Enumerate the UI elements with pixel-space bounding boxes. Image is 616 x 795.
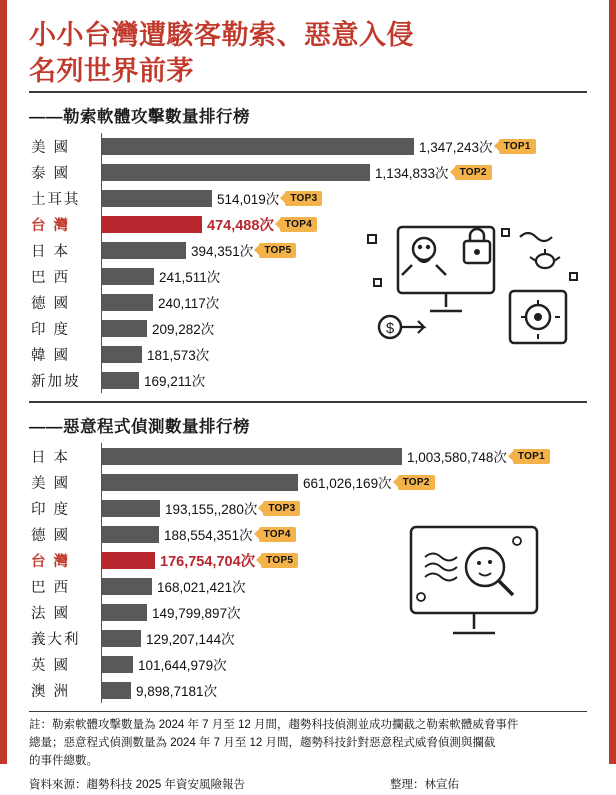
chart-row [29,263,587,289]
bar [102,216,202,233]
value-label: 129,207,144次 [146,632,235,648]
chart-row [29,237,587,263]
title-line-1: 小小台灣遭駭客勒索、惡意入侵 [29,20,414,50]
category-label: 巴 西 [31,269,71,286]
bar [102,474,298,491]
bar-track [101,625,587,651]
bar [102,138,414,155]
bar [102,578,152,595]
rank-badge: TOP2 [398,475,435,490]
note-line-1: 註：勒索軟體攻擊數量為 2024 年 7 月至 12 月間，趨勢科技偵測並成功攔截之勒索軟體威脅事件 [29,719,519,732]
value-label: 176,754,704次 [160,553,256,570]
category-label: 印 度 [31,501,71,518]
note-line-2: 總量；惡意程式偵測數量為 2024 年 7 月至 12 月間，趨勢科技針對惡意程式威脅偵測與攔截 [29,737,496,750]
category-label: 土耳其 [31,191,81,208]
bar [102,630,141,647]
rank-badge: TOP1 [513,449,550,464]
value-label: 149,799,897次 [152,606,241,622]
rank-badge: TOP4 [259,527,296,542]
content-wrapper [7,0,609,795]
bar [102,268,154,285]
bar-track [101,159,587,185]
value-label: 209,282次 [152,322,215,338]
page-title [29,18,587,89]
title-line-2: 名列世界前茅 [29,55,194,86]
category-label: 德 國 [31,295,71,312]
chart-row [29,133,587,159]
bar-track [101,443,587,469]
value-label: 241,511次 [159,270,221,286]
footnote [29,711,587,794]
chart-row [29,677,587,703]
chart-row [29,341,587,367]
bar [102,448,402,465]
category-label: 德 國 [31,527,71,544]
category-label: 義大利 [31,631,81,648]
bar-track [101,677,587,703]
value-label: 514,019次 [217,192,280,208]
bar [102,604,147,621]
title-divider [29,91,587,93]
value-label: 1,347,243次 [419,140,493,156]
chart-row [29,315,587,341]
value-label: 169,211次 [144,374,206,390]
bar [102,346,142,363]
source-row [29,777,459,795]
chart-row [29,521,587,547]
bar-track [101,495,587,521]
bar-track [101,133,587,159]
chart-row [29,443,587,469]
chart-row [29,159,587,185]
rank-badge: TOP1 [499,139,536,154]
chart-row [29,599,587,625]
chart-row [29,495,587,521]
note-line-3: 的事件總數。 [29,754,98,767]
category-label: 法 國 [31,605,71,622]
chart-row [29,367,587,393]
chart-row [29,469,587,495]
bar-track [101,521,587,547]
value-label: 181,573次 [147,348,210,364]
section-malware [29,401,587,703]
category-label: 日 本 [31,449,71,466]
value-label: 394,351次 [191,244,254,260]
value-label: 168,021,421次 [157,580,246,596]
bar-track [101,341,587,367]
chart-row [29,651,587,677]
category-label: 澳 洲 [31,683,71,700]
value-label: 474,488次 [207,217,274,234]
category-label: 日 本 [31,243,71,260]
chart-row [29,547,587,573]
category-label: 印 度 [31,321,71,338]
rank-badge: TOP2 [455,165,492,180]
rank-badge: TOP3 [285,191,322,206]
chart-row [29,625,587,651]
bar-track [101,469,587,495]
rank-badge: TOP5 [259,243,296,258]
rank-badge: TOP4 [280,217,317,232]
bar-track [101,237,587,263]
category-label: 台 灣 [31,553,71,570]
bar [102,552,155,569]
value-label: 9,898,7181次 [136,684,218,700]
value-label: 240,117次 [158,296,220,312]
value-label: 101,644,979次 [138,658,227,674]
rank-badge: TOP3 [263,501,300,516]
chart-malware [29,443,587,703]
rank-badge: TOP5 [261,553,298,568]
bar [102,500,160,517]
section-heading-ransomware: ——勒索軟體攻擊數量排行榜 [29,108,250,127]
chart-ransomware [29,133,587,393]
value-label: 661,026,169次 [303,476,392,492]
bar [102,320,147,337]
value-label: 1,003,580,748次 [407,450,507,466]
bar-track [101,599,587,625]
category-label: 泰 國 [31,165,71,182]
bar [102,294,153,311]
chart-row [29,573,587,599]
section-divider [29,401,587,403]
bar-track [101,315,587,341]
category-label: 韓 國 [31,347,71,364]
category-label: 巴 西 [31,579,71,596]
editor-text: 整理：林宣佑 [390,778,459,791]
source-text: 資料來源：趨勢科技 2025 年資安風險報告 [29,778,245,791]
chart-row [29,289,587,315]
bar-track [101,185,587,211]
chart-row [29,211,587,237]
bar-track [101,573,587,599]
value-label: 188,554,351次 [164,528,253,544]
category-label: 台 灣 [31,217,71,234]
bar [102,682,131,699]
value-label: 1,134,833次 [375,166,449,182]
category-label: 美 國 [31,139,71,156]
bar-track [101,211,587,237]
chart-row [29,185,587,211]
category-label: 新加坡 [31,373,81,390]
value-label: 193,155,,280次 [165,502,258,518]
bar-track [101,289,587,315]
bar [102,190,212,207]
category-label: 美 國 [31,475,71,492]
bar [102,242,186,259]
bar [102,656,133,673]
svg-text:$: $ [385,320,395,338]
bar [102,164,370,181]
bar-track [101,367,587,393]
bar-track [101,651,587,677]
bar [102,526,159,543]
bar-track [101,547,587,573]
bar-track [101,263,587,289]
category-label: 英 國 [31,657,71,674]
section-heading-malware: ——惡意程式偵測數量排行榜 [29,418,250,437]
bar [102,372,139,389]
